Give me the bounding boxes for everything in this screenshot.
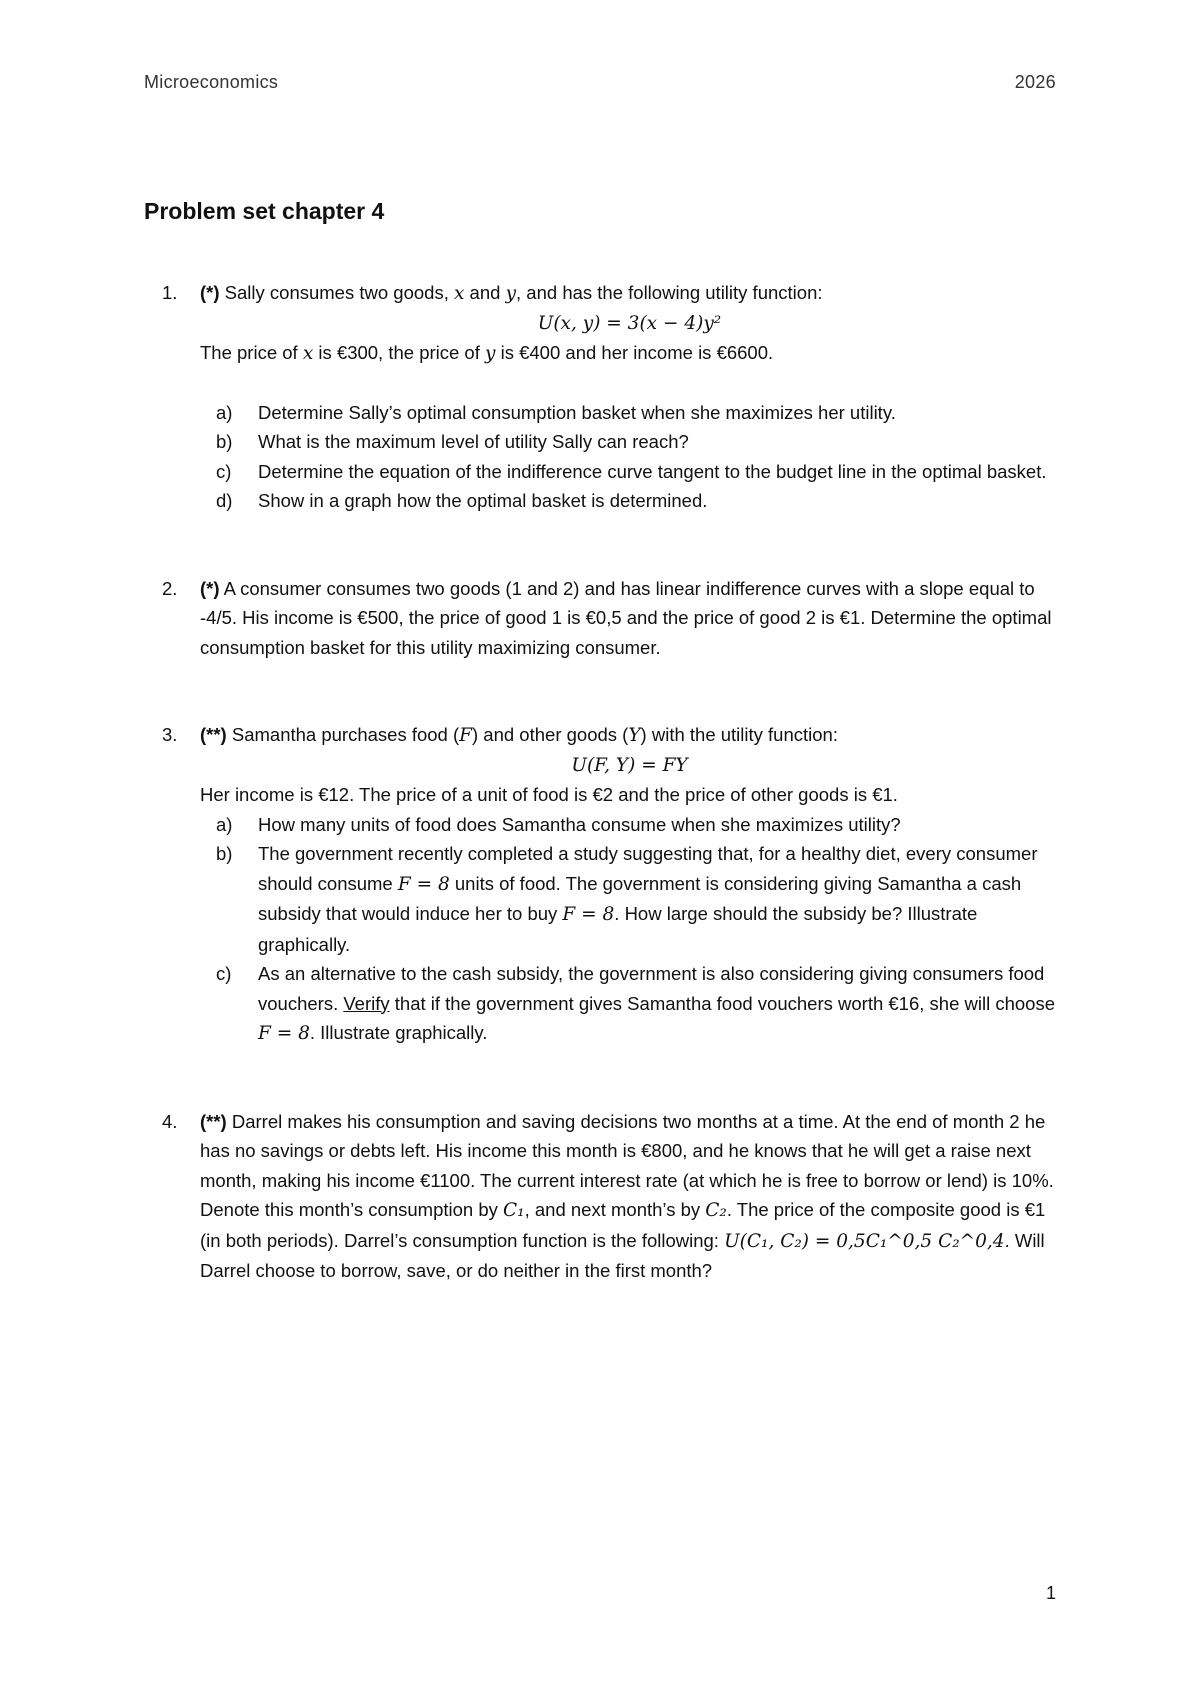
question-3 (144, 720, 1059, 1049)
text-run: is €300, the price of (313, 342, 486, 363)
question-number: 1. (162, 282, 178, 303)
subquestion-label: a) (216, 401, 233, 423)
subquestion-b (200, 427, 1059, 457)
subquestion-b (200, 839, 1059, 959)
math-var: C₁ (503, 1200, 525, 1221)
page-number: 1 (1045, 1583, 1056, 1603)
math-var: x (453, 283, 465, 304)
math-expression: F = 8 (258, 1023, 310, 1044)
subquestion-list (200, 398, 1059, 516)
document-body (144, 278, 1059, 1286)
difficulty-tag: (*) (200, 282, 220, 303)
text-run: , and next month’s by (524, 1199, 706, 1220)
text-run: The price of (200, 342, 303, 363)
difficulty-tag: (**) (200, 1110, 227, 1132)
text-run: As an alternative to the cash subsidy, the government is also considering giving consumers food vouchers. (258, 963, 1045, 1014)
subquestion-a (200, 398, 1059, 428)
income-line: Her income is €12. The price of a unit of food is €2 and the price of other goods is €1. (200, 784, 898, 805)
subquestion-text: Show in a graph how the optimal basket is determined. (258, 490, 708, 511)
text-run: The government recently completed a study suggesting that, for a healthy diet, every consumer should consume (258, 843, 1038, 894)
question-number: 4. (162, 1110, 178, 1132)
subquestion-d (200, 486, 1059, 516)
math-expression: F = 8 (562, 904, 615, 925)
question-text (200, 574, 1059, 663)
text-run: A consumer consumes two goods (1 and 2) and has linear indifference curves with a slope equal to -4/5. His income is €500, the price of good 1 is €0,5 and the price of good 2 is €1. Determine the optimal consumption basket for this utility maximizing consumer. (200, 577, 1052, 658)
question-intro (200, 278, 1059, 309)
difficulty-tag: (**) (200, 724, 227, 745)
text-run: Darrel makes his consumption and saving decisions two months at a time. At the end of month 2 he has no savings or debts left. His income this month is €800, and he knows that he will get a raise next month, making his income €1100. The current interest rate (at which he is free to borrow or lend) is 10%. Denote this month’s consumption by (200, 1110, 1054, 1220)
utility-equation: U(F, Y) = FY (571, 754, 688, 776)
question-2 (144, 574, 1059, 663)
text-run: that if the government gives Samantha food vouchers worth €16, she will choose (389, 992, 1055, 1014)
text-run: . How large should the subsidy be? Illustrate graphically. (258, 903, 978, 955)
subquestion-text: Determine the equation of the indifference curve tangent to the budget line in the optimal basket. (258, 460, 1047, 482)
subquestion-label: a) (216, 813, 233, 835)
subquestion-label: b) (216, 843, 233, 864)
text-run: is €400 and her income is €6600. (495, 342, 774, 363)
math-var: y (505, 283, 517, 304)
subquestion-label: c) (216, 963, 232, 984)
math-expression: F = 8 (397, 873, 450, 895)
underlined-word: Verify (343, 992, 390, 1014)
text-run: Sally consumes two goods, (219, 282, 454, 303)
utility-equation: U(x, y) = 3(x − 4)y² (537, 312, 722, 334)
difficulty-tag: (*) (200, 577, 220, 599)
text-run: Samantha purchases food ( (226, 724, 460, 745)
subquestion-a (200, 810, 1059, 840)
subquestion-text: What is the maximum level of utility Sally can reach? (258, 431, 689, 452)
text-run: ) and other goods ( (472, 724, 629, 745)
subquestion-text: Determine Sally’s optimal consumption basket when she maximizes her utility. (258, 401, 896, 423)
question-number: 2. (162, 577, 178, 599)
math-var: Y (628, 725, 641, 746)
subquestion-label: b) (216, 431, 233, 452)
text-run: ) with the utility function: (640, 724, 838, 745)
text-run: . Illustrate graphically. (309, 1022, 488, 1043)
header-year: 2026 (1014, 72, 1056, 92)
subquestion-label: d) (216, 490, 233, 511)
question-1 (144, 278, 1059, 516)
text-run: units of food. The government is considering giving Samantha a cash subsidy that would induce her to buy (258, 872, 1022, 924)
math-var: C₂ (705, 1200, 727, 1221)
math-var: y (485, 343, 496, 364)
subquestion-text: How many units of food does Samantha consume when she maximizes utility? (258, 813, 901, 835)
text-run: and (464, 282, 506, 303)
question-4 (144, 1107, 1059, 1286)
question-number: 3. (162, 724, 178, 745)
price-line (200, 338, 1059, 369)
utility-function: U(C₁, C₂) = 0,5C₁^0,5 C₂^0,4 (724, 1230, 1005, 1252)
text-run: . The price of the composite good is €1 (in both periods). Darrel’s consumption function is the following: (200, 1199, 1046, 1251)
math-var: x (302, 343, 314, 364)
subquestion-list (200, 810, 1059, 1049)
subquestion-c (200, 457, 1059, 487)
subquestion-label: c) (216, 460, 232, 482)
page-title: Problem set chapter 4 (144, 198, 385, 224)
question-intro (200, 720, 1059, 751)
header-course: Microeconomics (144, 72, 279, 92)
math-var: F (459, 725, 472, 746)
text-run: . Will Darrel choose to borrow, save, or do neither in the first month? (200, 1229, 1045, 1281)
text-run: , and has the following utility function: (516, 282, 823, 303)
subquestion-c (200, 959, 1059, 1049)
question-text (200, 1107, 1059, 1286)
